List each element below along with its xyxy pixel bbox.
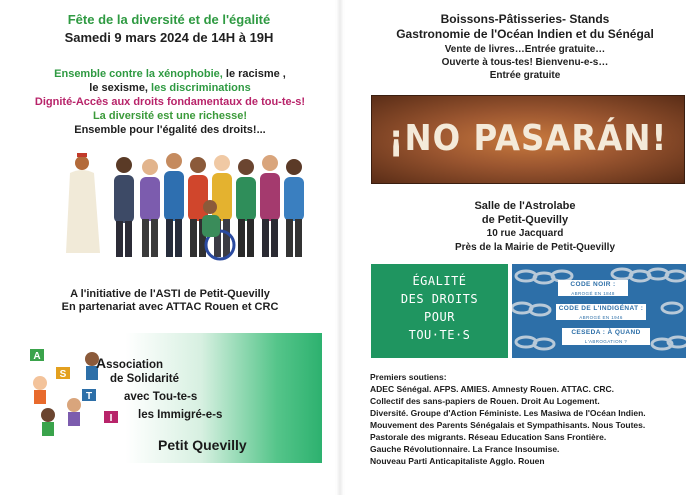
slogan-racisme: le racisme ,	[222, 68, 286, 80]
info-line-bienvenue: Ouverte à tous-tes! Bienvenu-e-s…	[441, 57, 609, 68]
tag-indigenat	[556, 304, 646, 320]
soutien-line: Diversité. Groupe d'Action Féministe. Les Masiwa de l'Océan Indien.	[370, 408, 646, 418]
tag-ceseda-sub: L'ABROGATION ?	[584, 339, 628, 344]
egalite-poster	[371, 264, 508, 358]
asti-letter-i: I	[109, 413, 113, 424]
asti-letter-t: T	[85, 391, 93, 402]
assoc-city: Petit Quevilly	[158, 437, 247, 453]
egalite-line-4: TOU·TE·S	[408, 328, 471, 342]
tag-code-noir-sub: ABROGÉ EN 1848	[571, 291, 615, 296]
slogan-discriminations: les discriminations	[148, 82, 251, 94]
slogan-xenophobie: Ensemble contre la xénophobie,	[54, 68, 223, 80]
soutien-line: Pastorale des migrants. Réseau Education Sans Frontière.	[370, 432, 607, 442]
assoc-word-association: ssociation	[106, 359, 164, 371]
tag-indigenat-sub: ABROGÉ EN 1946	[579, 315, 623, 320]
soutien-line: Gauche Révolutionnaire. La France Insoumise.	[370, 444, 560, 454]
assoc-row-association	[96, 355, 163, 371]
venue-address: 10 rue Jacquard	[486, 228, 564, 239]
slogan-line-4: La diversité est une richesse!	[92, 110, 248, 122]
info-line-livres: Vente de livres…Entrée gratuite…	[444, 44, 606, 55]
assoc-row-solidarite: de Solidarité	[110, 373, 180, 385]
egalite-line-3: POUR	[424, 310, 455, 324]
soutien-line: Mouvement des Parents Sénégalais et Sympathisants. Nous Toutes.	[370, 420, 646, 430]
assoc-row-immigres: les Immigré-e-s	[138, 409, 223, 421]
egalite-line-2: DES DROITS	[400, 292, 479, 306]
info-line-stands: Boissons-Pâtisseries- Stands	[440, 12, 610, 26]
slogan-line-5: Ensemble pour l'égalité des droits!...	[74, 124, 266, 136]
event-date: Samedi 9 mars 2024 de 14H à 19H	[64, 30, 274, 45]
egalite-line-1: ÉGALITÉ	[412, 274, 467, 288]
venue-name: Salle de l'Astrolabe	[474, 200, 576, 212]
tag-code-noir-title: CODE NOIR :	[570, 281, 616, 288]
asti-letter-s: S	[59, 369, 67, 380]
venue-near: Près de la Mairie de Petit-Quevilly	[454, 242, 616, 253]
tag-ceseda	[562, 328, 650, 345]
no-pasaran-banner	[371, 95, 685, 184]
slogan-line-2	[20, 82, 320, 94]
soutien-line: Collectif des sans-papiers de Rouen. Droit Au Logement.	[370, 396, 600, 406]
tag-indigenat-title: CODE DE L'INDIGÉNAT :	[558, 305, 644, 312]
asti-logo-block	[20, 333, 322, 463]
soutien-line: Nouveau Parti Anticapitaliste Agglo. Rouen	[370, 456, 545, 466]
partners-text: En partenariat avec ATTAC Rouen et CRC	[61, 301, 279, 313]
slogan-line-1	[20, 68, 320, 80]
asti-letter-a: A	[33, 351, 41, 362]
venue-city: de Petit-Quevilly	[481, 214, 569, 226]
initiative-text: A l'initiative de l'ASTI de Petit-Quevilly	[70, 288, 270, 300]
page-fold	[337, 0, 343, 495]
tag-code-noir	[558, 280, 628, 296]
tag-ceseda-title: CESEDA : À QUAND	[571, 329, 641, 336]
assoc-row-toutes: avec Tou-te-s	[124, 391, 198, 403]
soutien-line: ADEC Sénégal. AFPS. AMIES. Amnesty Rouen. ATTAC. CRC.	[370, 384, 615, 394]
assoc-initial-a: A	[96, 355, 107, 371]
event-title: Fête de la diversité et de l'égalité	[67, 12, 271, 27]
info-line-entree: Entrée gratuite	[489, 70, 561, 81]
slogan-sexisme: le sexisme,	[89, 82, 148, 94]
diverse-people-illustration	[60, 145, 325, 265]
slogan-line-3: Dignité-Accès aux droits fondamentaux de tou-te-s!	[34, 96, 306, 108]
info-line-gastronomie: Gastronomie de l'Océan Indien et du Sénégal	[396, 27, 654, 41]
banner-text: ¡NO PASARÁN!	[388, 118, 668, 159]
woman-white-robe-figure	[66, 153, 100, 253]
soutiens-title: Premiers soutiens:	[370, 372, 447, 382]
chains-poster	[512, 264, 686, 358]
